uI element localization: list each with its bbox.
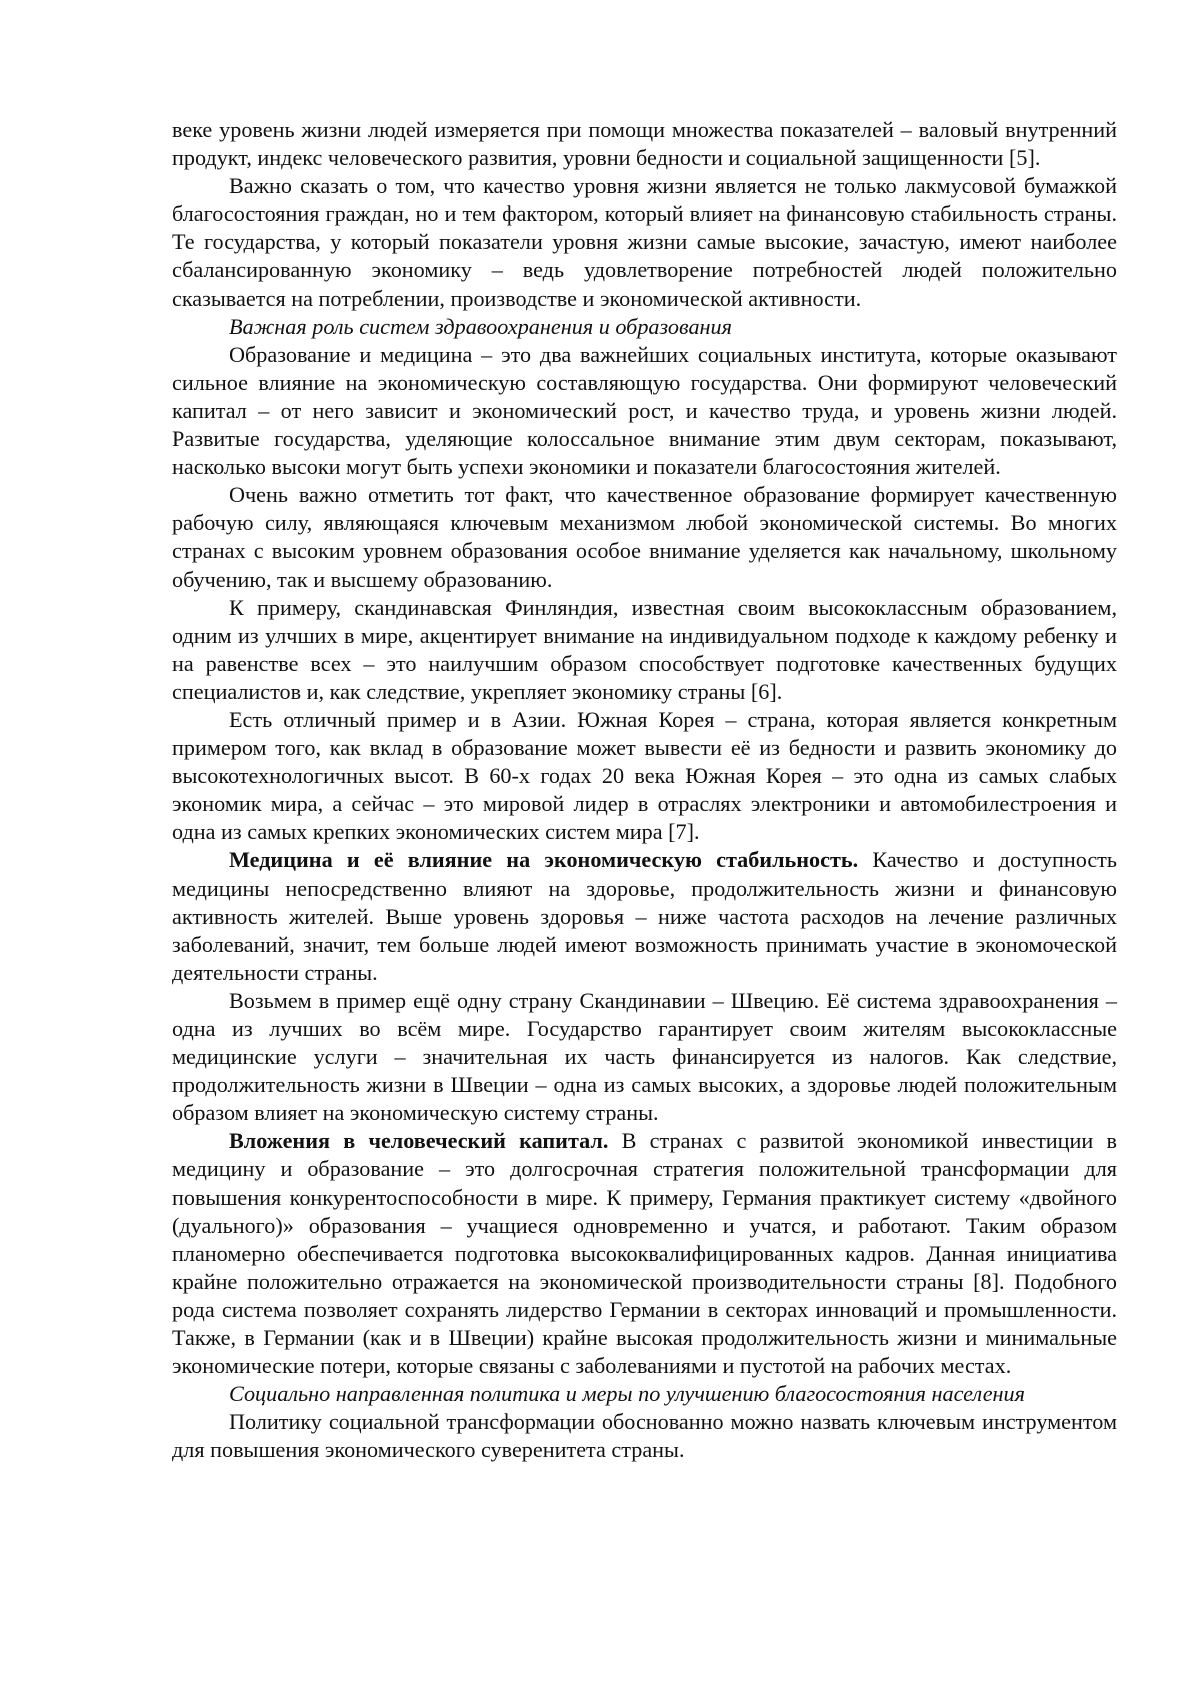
paragraph-continuation: веке уровень жизни людей измеряется при помощи множества показателей – валовый внутренний продукт, индекс человеческого развития, уровни бедности и социальной защищенности [5]. (172, 117, 1117, 171)
paragraph-body-medicine: Качество и доступность медицины непосредственно влияют на здоровье, продолжительность жизни и финансовую активность жителей. Выше уровень здоровья – ниже частота расходов на лечение различных заболеваний, значит, тем больше людей имеют возможность принимать участие в экономоческой деятельности страны. (172, 847, 1118, 985)
section-heading-health-education: Важная роль систем здравоохранения и образования (229, 313, 732, 339)
paragraph-sweden-example: Возьмем в пример ещё одну страну Скандинавии – Швецию. Её система здравоохранения – одна из лучших во всём мире. Государство гарантирует своим жителям высококлассные медицинские услуги – значительная их часть финансируется из налогов. Как следствие, продолжительность жизни в Швеции – одна из самых высоких, а здоровье людей положительным образом влияет на экономическую систему страны. (172, 987, 1117, 1126)
paragraph-lead-medicine: Медицина и её влияние на экономическую стабильность. (229, 847, 859, 873)
paragraph-education-medicine: Образование и медицина – это два важнейших социальных института, которые оказывают сильное влияние на экономическую составляющую государства. Они формируют человеческий капитал – от него зависит и экономический рост, и качество труда, и уровень жизни людей. Развитые государства, уделяющие колоссальное внимание этим двум секторам, показывают, насколько высоки могут быть успехи экономики и показатели благосостояния жителей. (172, 341, 1117, 480)
document-page (172, 116, 1117, 1465)
section-heading-social-policy: Социально направленная политика и меры по улучшению благосостояния населения (229, 1381, 1025, 1407)
paragraph-finland-example: К примеру, скандинавская Финляндия, известная своим высококлассным образованием, одним из улчших в мире, акцентирует внимание на индивидуальном подходе к каждому ребенку и на равенстве всех – это наилучшим образом способствует подготовке качественных будущих специалистов и, как следствие, укрепляет экономику страны [6]. (172, 594, 1117, 704)
paragraph-human-capital (172, 1127, 1117, 1380)
paragraph-living-standard: Важно сказать о том, что качество уровня жизни является не только лакмусовой бумажкой благосостояния граждан, но и тем фактором, который влияет на финансовую стабильность страны. Те государства, у который показатели уровня жизни самые высокие, зачастую, имеют наиболее сбалансированную экономику – ведь удовлетворение потребностей людей положительно сказывается на потреблении, производстве и экономической активности. (172, 173, 1117, 311)
paragraph-body-human-capital: В странах с развитой экономикой инвестиции в медицину и образование – это долгосрочная стратегия положительной трансформации для повышения конкурентоспособности в мире. К примеру, Германия практикует систему «двойного (дуального)» образования – учащиеся одновременно и учатся, и работают. Таким образом планомерно обеспечивается подготовка высококвалифицированных кадров. Данная инициатива крайне положительно отражается на экономической производительности страны [8]. Подобного рода система позволяет сохранять лидерство Германии в секторах инноваций и промышленности. Также, в Германии (как и в Швеции) крайне высокая продолжительность жизни и минимальные экономические потери, которые связаны с заболеваниями и пустотой на рабочих местах. (172, 1128, 1117, 1379)
paragraph-korea-example: Есть отличный пример и в Азии. Южная Корея – страна, которая является конкретным примером того, как вклад в образование может вывести её из бедности и развить экономику до высокотехнологичных высот. В 60-х годах 20 века Южная Корея – это одна из самых слабых экономик мира, а сейчас – это мировой лидер в отраслях электроники и автомобилестроения и одна из самых крепких экономических систем мира [7]. (172, 706, 1117, 845)
paragraph-lead-human-capital: Вложения в человеческий капитал. (229, 1128, 609, 1154)
paragraph-medicine-stability (172, 846, 1117, 986)
paragraph-quality-education: Очень важно отметить тот факт, что качественное образование формирует качественную рабочую силу, являющаяся ключевым механизмом любой экономической системы. Во многих странах с высоким уровнем образования особое внимание уделяется как начальному, школьному обучению, так и высшему образованию. (172, 482, 1117, 592)
paragraph-social-policy: Политику социальной трансформации обоснованно можно назвать ключевым инструментом для повышения экономического суверенитета страны. (172, 1409, 1117, 1463)
